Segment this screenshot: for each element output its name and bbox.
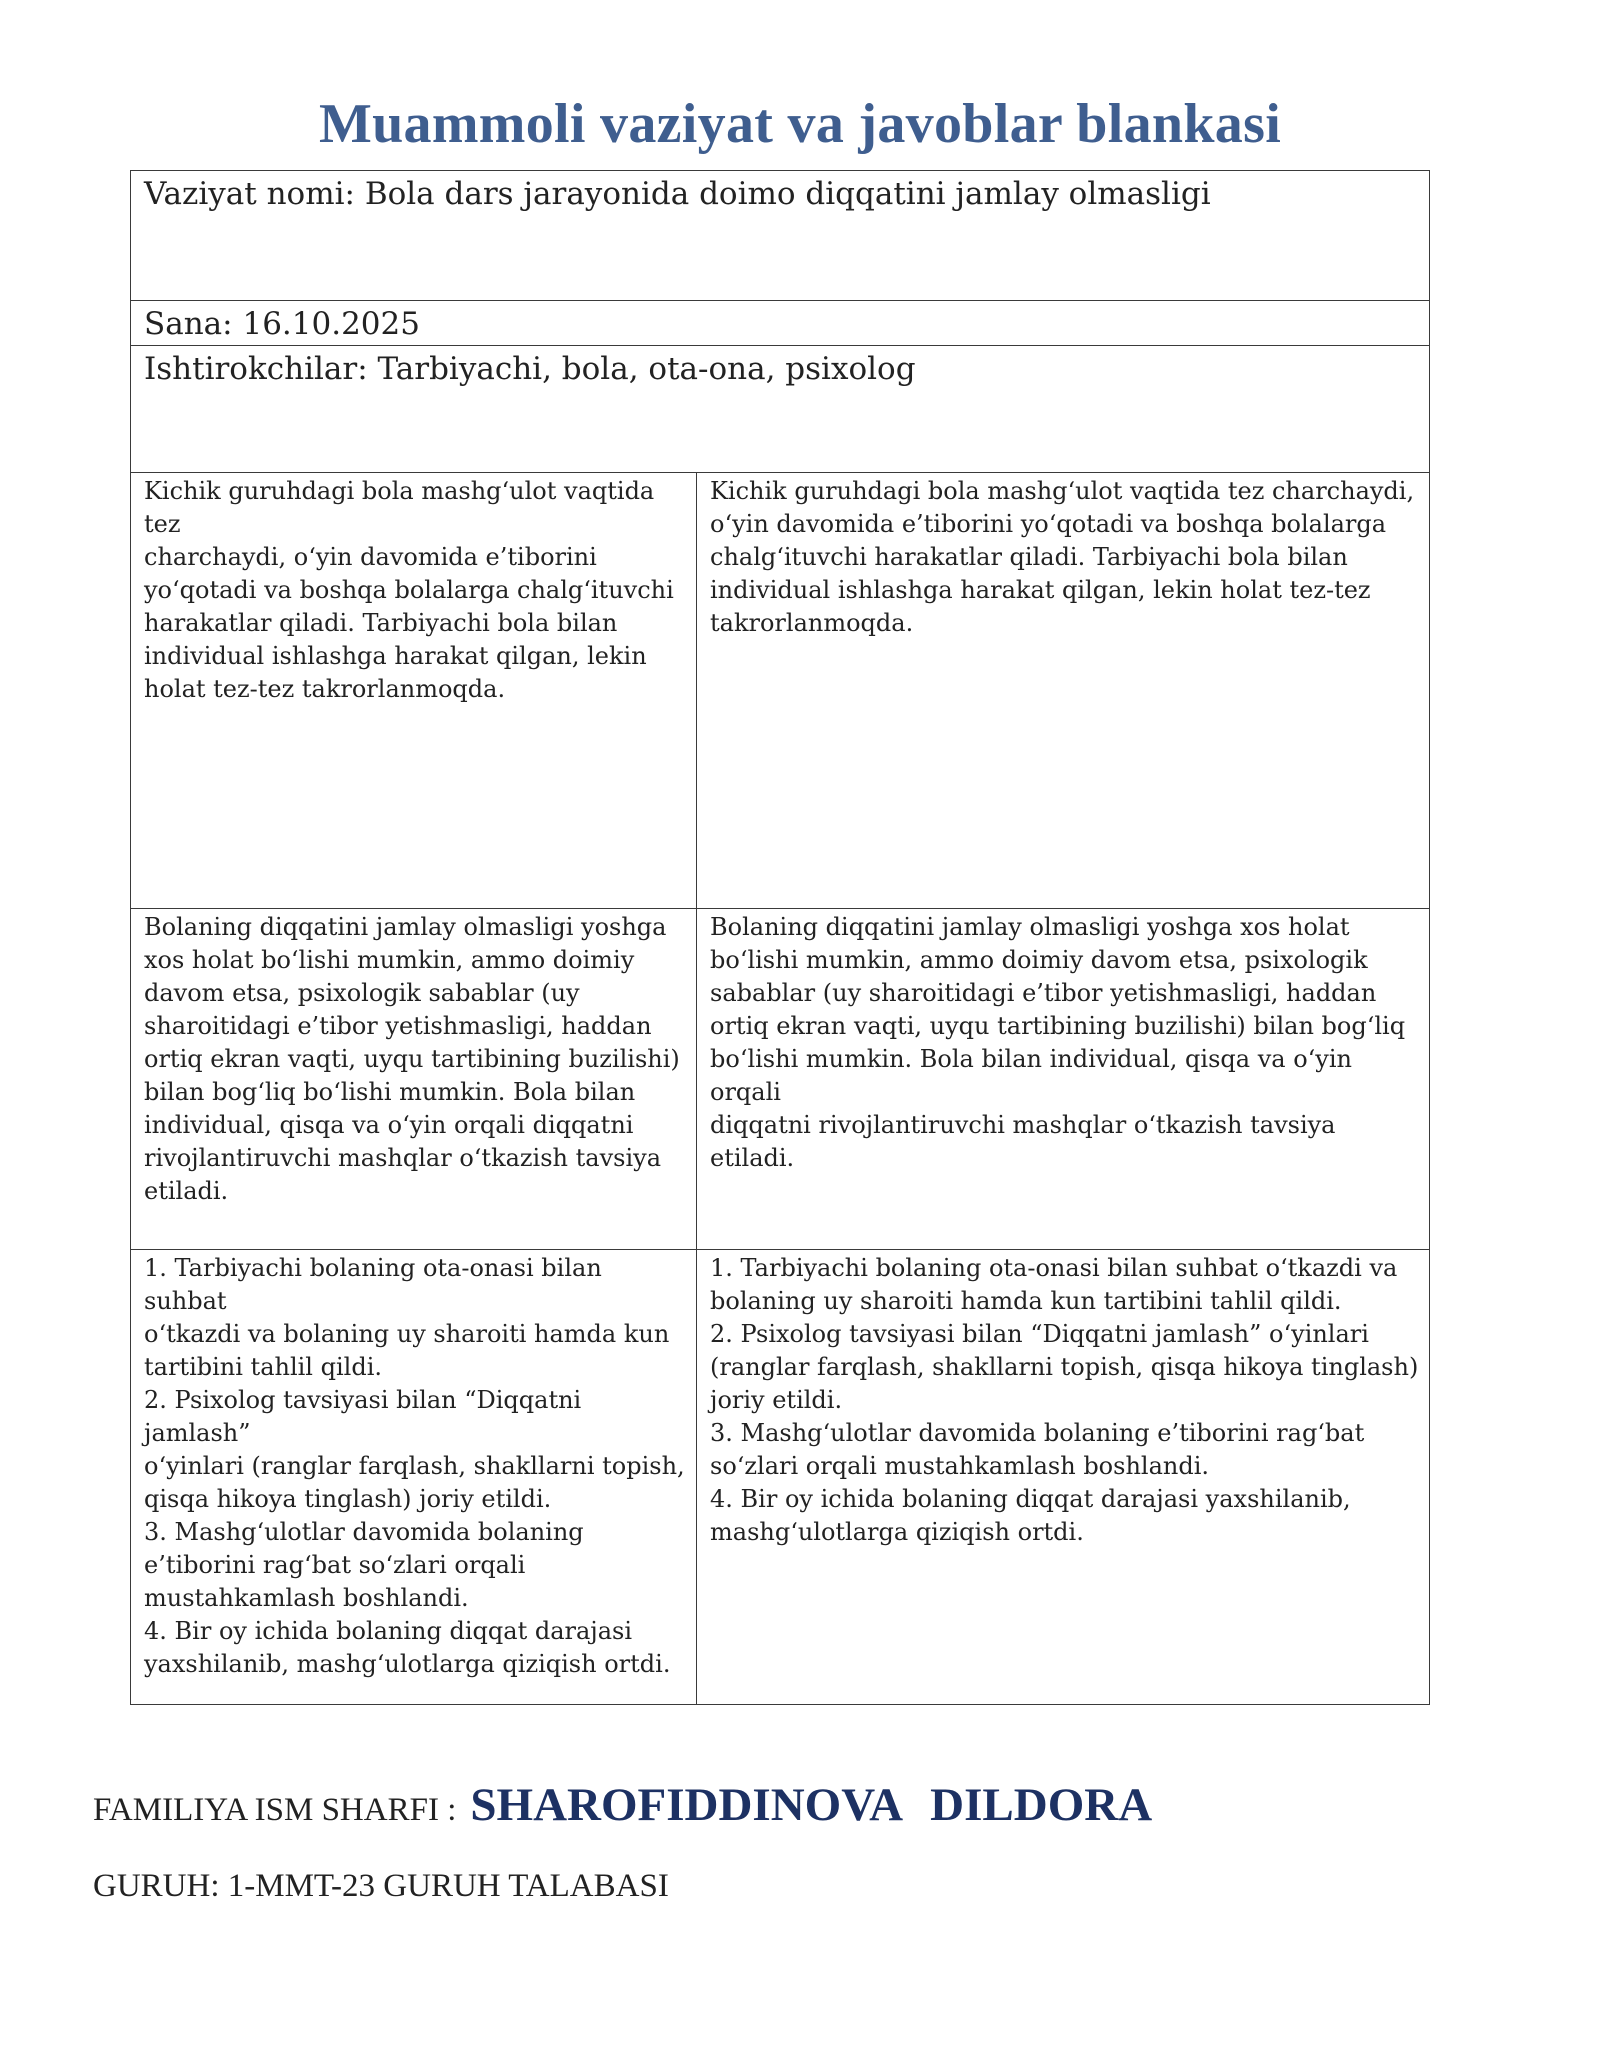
student-name-line <box>93 1778 1152 1832</box>
cell-text-line: davom etsa, psixologik sabablar (uy <box>144 979 580 1007</box>
cell-text-line: individual, qisqa va o‘yin orqali diqqatni <box>144 1111 634 1139</box>
cell-text-line: e’tiborini rag‘bat so‘zlari orqali <box>144 1551 526 1579</box>
cell-text-line: mustahkamlash boshlandi. <box>144 1584 469 1612</box>
cell-text-line: joriy etildi. <box>710 1386 843 1414</box>
cell-text-line: o‘yinlari (ranglar farqlash, shakllarni topish, <box>144 1452 685 1480</box>
cell-text-line: chalg‘ituvchi harakatlar qiladi. Tarbiyachi bola bilan <box>710 543 1348 571</box>
page-title: Muammoli vaziyat va javoblar blankasi <box>318 93 1282 155</box>
cell-text-line: 1. Tarbiyachi bolaning ota-onasi bilan suhbat o‘tkazdi va <box>710 1254 1398 1282</box>
situation-form-table <box>130 170 1430 1705</box>
participants-cell <box>131 346 1430 473</box>
cell-text-line: sharoitidagi e’tibor yetishmasligi, haddan <box>144 1012 652 1040</box>
cell-text-line: Kichik guruhdagi bola mashg‘ulot vaqtida tez charchaydi, <box>710 477 1415 505</box>
cell-text-line: holat tez-tez takrorlanmoqda. <box>144 675 506 703</box>
cell-text-line: 3. Mashg‘ulotlar davomida bolaning e’tiborini rag‘bat <box>710 1419 1365 1447</box>
cell-text-line: bo‘lishi mumkin, ammo doimiy davom etsa, psixologik <box>710 946 1368 974</box>
situation-right-cell <box>697 473 1430 909</box>
participants-line-2: ota-ona, psixolog <box>648 351 916 387</box>
cell-text-line: bo‘lishi mumkin. Bola bilan individual, qisqa va o‘yin orqali <box>710 1045 1360 1106</box>
date-row <box>131 301 1430 346</box>
participants-row <box>131 346 1430 473</box>
cell-text-line: sabablar (uy sharoitidagi e’tibor yetishmasligi, haddan <box>710 979 1377 1007</box>
cell-text-line: Kichik guruhdagi bola mashg‘ulot vaqtida tez <box>144 477 662 538</box>
solution-row <box>131 1250 1430 1705</box>
cell-text-line: 2. Psixolog tavsiyasi bilan “Diqqatni jamlash” <box>144 1386 589 1447</box>
cell-text-line: qisqa hikoya tinglash) joriy etildi. <box>144 1485 552 1513</box>
date-cell: Sana: 16.10.2025 <box>131 301 1430 346</box>
cell-text-line: bolaning uy sharoiti hamda kun tartibini tahlil qildi. <box>710 1287 1342 1315</box>
student-name-value: SHAROFIDDINOVA DILDORA <box>470 1779 1153 1831</box>
situation-left-cell <box>131 473 697 909</box>
cell-text-line: yaxshilanib, mashg‘ulotlarga qiziqish ortdi. <box>144 1650 671 1678</box>
solution-left-cell <box>131 1250 697 1705</box>
participants-line-1: Ishtirokchilar: Tarbiyachi, bola, <box>144 351 639 387</box>
cell-text-line: 1. Tarbiyachi bolaning ota-onasi bilan suhbat <box>144 1254 610 1315</box>
analysis-left-cell <box>131 909 697 1250</box>
cell-text-line: Bolaning diqqatini jamlay olmasligi yoshga <box>144 913 667 941</box>
cell-text-line: 3. Mashg‘ulotlar davomida bolaning <box>144 1518 584 1546</box>
analysis-row <box>131 909 1430 1250</box>
cell-text-line: ortiq ekran vaqti, uyqu tartibining buzilishi) <box>144 1045 680 1073</box>
cell-text-line: charchaydi, o‘yin davomida e’tiborini <box>144 543 597 571</box>
cell-text-line: so‘zlari orqali mustahkamlash boshlandi. <box>710 1452 1210 1480</box>
cell-text-line: diqqatni rivojlantiruvchi mashqlar o‘tkazish tavsiya etiladi. <box>710 1111 1344 1172</box>
student-name-label: FAMILIYA ISM SHARFI : <box>93 1792 457 1828</box>
cell-text-line: tartibini tahlil qildi. <box>144 1353 382 1381</box>
cell-text-line: xos holat bo‘lishi mumkin, ammo doimiy <box>144 946 635 974</box>
cell-text-line: etiladi. <box>144 1177 229 1205</box>
analysis-right-cell <box>697 909 1430 1250</box>
solution-right-cell <box>697 1250 1430 1705</box>
cell-text-line: yo‘qotadi va boshqa bolalarga chalg‘ituvchi <box>144 576 674 604</box>
cell-text-line: individual ishlashga harakat qilgan, lekin holat tez-tez <box>710 576 1371 604</box>
situation-name-line-1: Vaziyat nomi: Bola dars jarayonida <box>144 176 690 212</box>
cell-text-line: o‘tkazdi va bolaning uy sharoiti hamda kun <box>144 1320 670 1348</box>
cell-text-line: bilan bog‘liq bo‘lishi mumkin. Bola bilan <box>144 1078 636 1106</box>
cell-text-line: takrorlanmoqda. <box>710 609 914 637</box>
situation-row <box>131 473 1430 909</box>
cell-text-line: Bolaning diqqatini jamlay olmasligi yoshga xos holat <box>710 913 1350 941</box>
situation-name-cell <box>131 171 1430 301</box>
cell-text-line: 2. Psixolog tavsiyasi bilan “Diqqatni jamlash” o‘yinlari <box>710 1320 1369 1348</box>
situation-name-line-2: doimo diqqatini jamlay olmasligi <box>699 176 1211 212</box>
cell-text-line: harakatlar qiladi. Tarbiyachi bola bilan <box>144 609 618 637</box>
cell-text-line: rivojlantiruvchi mashqlar o‘tkazish tavsiya <box>144 1144 662 1172</box>
situation-name-row <box>131 171 1430 301</box>
cell-text-line: 4. Bir oy ichida bolaning diqqat darajasi yaxshilanib, <box>710 1485 1351 1513</box>
cell-text-line: 4. Bir oy ichida bolaning diqqat darajasi <box>144 1617 633 1645</box>
cell-text-line: mashg‘ulotlarga qiziqish ortdi. <box>710 1518 1084 1546</box>
cell-text-line: individual ishlashga harakat qilgan, lekin <box>144 642 647 670</box>
cell-text-line: ortiq ekran vaqti, uyqu tartibining buzilishi) bilan bog‘liq <box>710 1012 1406 1040</box>
student-group: GURUH: 1-MMT-23 GURUH TALABASI <box>93 1868 669 1904</box>
cell-text-line: o‘yin davomida e’tiborini yo‘qotadi va boshqa bolalarga <box>710 510 1387 538</box>
cell-text-line: (ranglar farqlash, shakllarni topish, qisqa hikoya tinglash) <box>710 1353 1419 1381</box>
